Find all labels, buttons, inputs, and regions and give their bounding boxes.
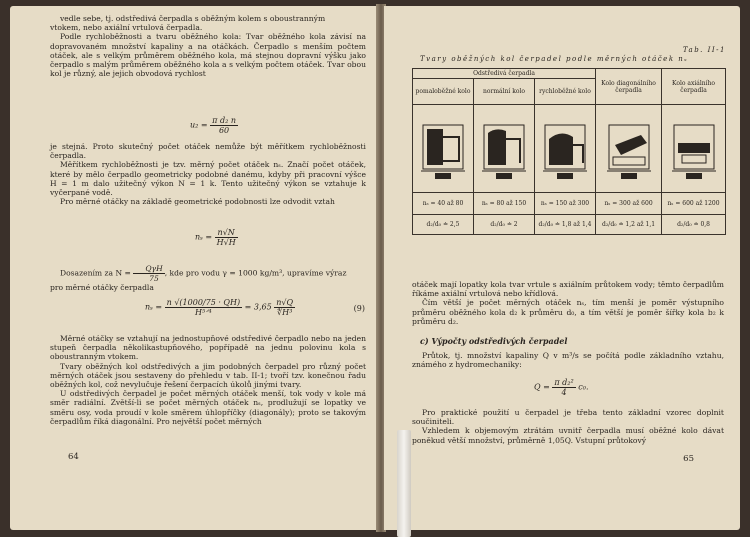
right-text-block-2 [412, 351, 724, 369]
left-paragraph-7: Tvary oběžných kol odstředivých a jim podobných čerpadel pro různý počet měrných otáček jsou sestaveny do přehledu v tab. II-1; tvoří tzv. konečnou řadu oběžných kol, což nevylučuje řešení čerpacích úkolů jinými tvary. [50, 361, 366, 390]
left-text-block-4 [50, 334, 366, 426]
left-line-0: vedle sebe, tj. odstředivá čerpadla s oběžným kolem s oboustranným [60, 14, 326, 23]
table-label: Tab. II-1 [682, 46, 726, 54]
impeller-drawing-normal [474, 105, 535, 193]
bookmark-ribbon [397, 430, 411, 537]
right-paragraph-3: Průtok, tj. množství kapaliny Q v m³/s se počítá podle základního vztahu, známého z hydromechaniky: [412, 351, 724, 370]
impeller-drawing-axial [662, 105, 726, 193]
table-header-axial: Kolo axiálního čerpadla [662, 69, 726, 105]
left-paragraph-8: U odstředivých čerpadel je počet měrných otáček menší, tok vody v kole má směr radiální. Zvětší-li se počet měrných otáček nₛ, prodlužují se lopatky ve směru osy, voda proudí v kole směrem úhlopříčky (diagonály); proto se takovým čerpadlům říká diagonální. Pro největší počet měrných [50, 389, 366, 426]
table-header-slow: pomaloběžné kolo [413, 79, 474, 105]
equation-ns-2: nₛ = $\frac{n √(1000/75 \cdot QH)}{\text{H⁵ᐟ⁴}}$ = 3,65 $\frac{n√Q}{\text{∜H³}}$ (9) [145, 298, 365, 317]
impeller-table [412, 68, 726, 235]
left-line-1: vtokem, nebo axiální vrtulová čerpadla. [50, 23, 203, 33]
impeller-drawing-diagonal [596, 105, 662, 193]
equation-label: (9) [353, 304, 365, 313]
ns-range-diagonal: nₛ = 300 až 600 [596, 193, 662, 215]
right-paragraph-2: Čím větší je počet měrných otáček nₛ, tím menší je poměr výstupního průměru oběžného kola d₂ k průměru d₀, a tím větší je poměr šířky kola b₂ k průměru d₂. [412, 298, 724, 326]
ratio-slow: d₂/d₀ ≐ 2,5 [413, 215, 474, 235]
ratio-normal: d₂/d₀ ≐ 2 [474, 215, 535, 235]
ns-range-normal: nₛ = 80 až 150 [474, 193, 535, 215]
ns-range-slow: nₛ = 40 až 80 [413, 193, 474, 215]
left-text-block-1 [50, 14, 366, 78]
ns-range-fast: nₛ = 150 až 300 [535, 193, 596, 215]
right-paragraph-4: Pro praktické použití u čerpadel je třeba tento základní vzorec doplnit součiniteli. [412, 408, 724, 427]
page-number-left: 64 [68, 452, 79, 462]
ratio-diagonal: d₂/d₀ ≐ 1,2 až 1,1 [596, 215, 662, 235]
right-text-block-1 [412, 280, 724, 326]
left-paragraph-6: Měrné otáčky se vztahují na jednostupňové odstředivé čerpadlo nebo na jeden stupeň čerpadla několikastupňového, popřípadě na jednu polovinu kola s oboustranným vtokem. [50, 334, 366, 362]
impeller-drawing-fast [535, 105, 596, 193]
equation-Q: Q = $\frac{\text{π d₂²}}{4}$ c₀. [534, 378, 589, 397]
right-paragraph-1: otáček mají lopatky kola tvar vrtule s axiálním průtokem vody; těmto čerpadlům říkáme axiální vrtulová nebo křídlová. [412, 280, 724, 299]
table-header-diagonal: Kolo diagonálního čerpadla [596, 69, 662, 105]
page-number-right: 65 [683, 454, 694, 464]
left-paragraph-2: je stejná. Proto skutečný počet otáček nemůže být měřítkem rychloběžnosti čerpadla. [50, 142, 366, 161]
right-paragraph-5: Vzhledem k objemovým ztrátám uvnitř čerpadla musí oběžné kolo dávat poněkud větší množství, průměrně 1,05Q. Vstupní průtokový [412, 426, 724, 445]
left-page [10, 6, 378, 530]
table-group-header: Odstředivá čerpadla [413, 69, 596, 79]
impeller-drawing-slow [413, 105, 474, 193]
section-heading: c) Výpočty odstředivých čerpadel [420, 336, 568, 346]
ns-range-axial: nₛ = 600 až 1200 [662, 193, 726, 215]
right-page [384, 6, 740, 530]
equation-ns-1: nₛ = $\frac{n√N}{H√H}$ [195, 228, 236, 247]
left-text-block-3: Dosazením za N = $\frac{\text{QγH}}{75}$ , kde pro vodu γ = 1000 kg/m³, upravíme výraz pro měrné otáčky čerpadla [50, 264, 366, 293]
left-paragraph-rychlobeznost: Podle rychloběžnosti a tvaru oběžného kola: Tvar oběžného kola závisí na dopravovaném množství kapaliny a na otáčkách. Čerpadlo s menším počtem otáček, ale s velkým průměrem oběžného kola, má stejnou dopravní výšku jako čerpadlo s malým průměrem oběžného kola a s velkým počtem otáček. Tvar obou kol je různý, ale jejich obvodová rychlost [50, 32, 366, 79]
equation-u2: u₂ = $\frac{\text{π d₂ n}}{60}$ [190, 116, 236, 135]
left-paragraph-3: Měřítkem rychloběžnosti je tzv. měrný počet otáček nₛ. Značí počet otáček, které by mělo čerpadlo geometricky podobné danému, kdyby při pracovní výšce H = 1 m dalo užitečný výkon N = 1 k. Tento užitečný výkon se vztahuje k vyčerpané vodě. [50, 160, 366, 198]
table-header-fast: rychloběžné kolo [535, 79, 596, 105]
table-title: Tvary oběžných kol čerpadel podle měrných otáček nₛ [420, 55, 689, 63]
left-paragraph-5c: pro měrné otáčky čerpadla [50, 283, 154, 293]
ratio-fast: d₂/d₀ ≐ 1,8 až 1,4 [535, 215, 596, 235]
ratio-axial: d₂/d₀ ≐ 0,8 [662, 215, 726, 235]
table-header-normal: normální kolo [474, 79, 535, 105]
left-text-block-2 [50, 142, 366, 206]
right-text-block-3 [412, 408, 724, 445]
left-paragraph-4: Pro měrné otáčky na základě geometrické podobnosti lze odvodit vztah [60, 197, 335, 207]
